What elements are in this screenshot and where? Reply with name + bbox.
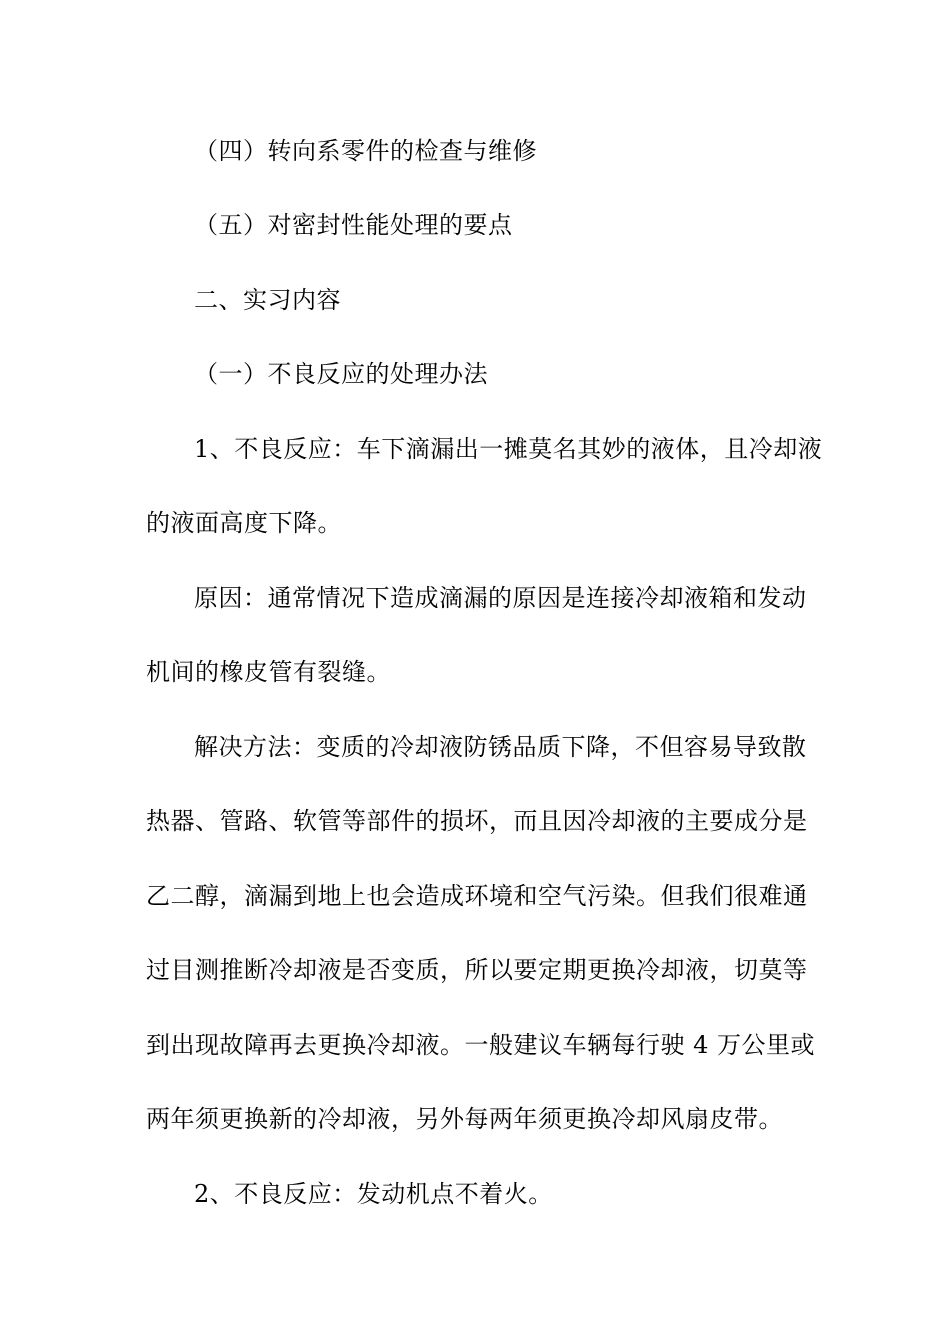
subheading-adverse-reaction-handling: （一）不良反应的处理办法 xyxy=(194,360,488,388)
heading-sealing-points: （五）对密封性能处理的要点 xyxy=(194,211,513,239)
paragraph-line: 原因：通常情况下造成滴漏的原因是连接冷却液箱和发动 xyxy=(194,584,807,612)
paragraph-line: 乙二醇，滴漏到地上也会造成环境和空气污染。但我们很难通 xyxy=(146,882,808,910)
paragraph-line: 解决方法：变质的冷却液防锈品质下降，不但容易导致散 xyxy=(194,733,807,761)
paragraph-line: 1、不良反应：车下滴漏出一摊莫名其妙的液体，且冷却液 xyxy=(194,435,823,463)
paragraph-line: 机间的橡皮管有裂缝。 xyxy=(146,658,391,686)
heading-steering-inspection: （四）转向系零件的检查与维修 xyxy=(194,137,537,165)
paragraph-line: 到出现故障再去更换冷却液。一般建议车辆每行驶 4 万公里或 xyxy=(146,1031,816,1059)
paragraph-line: 过目测推断冷却液是否变质，所以要定期更换冷却液，切莫等 xyxy=(146,956,808,984)
paragraph-line: 两年须更换新的冷却液，另外每两年须更换冷却风扇皮带。 xyxy=(146,1105,783,1133)
paragraph-line: 热器、管路、软管等部件的损坏，而且因冷却液的主要成分是 xyxy=(146,807,808,835)
paragraph-line: 的液面高度下降。 xyxy=(146,509,342,537)
paragraph-line: 2、不良反应：发动机点不着火。 xyxy=(194,1180,553,1208)
section-heading-internship-content: 二、实习内容 xyxy=(194,286,341,314)
